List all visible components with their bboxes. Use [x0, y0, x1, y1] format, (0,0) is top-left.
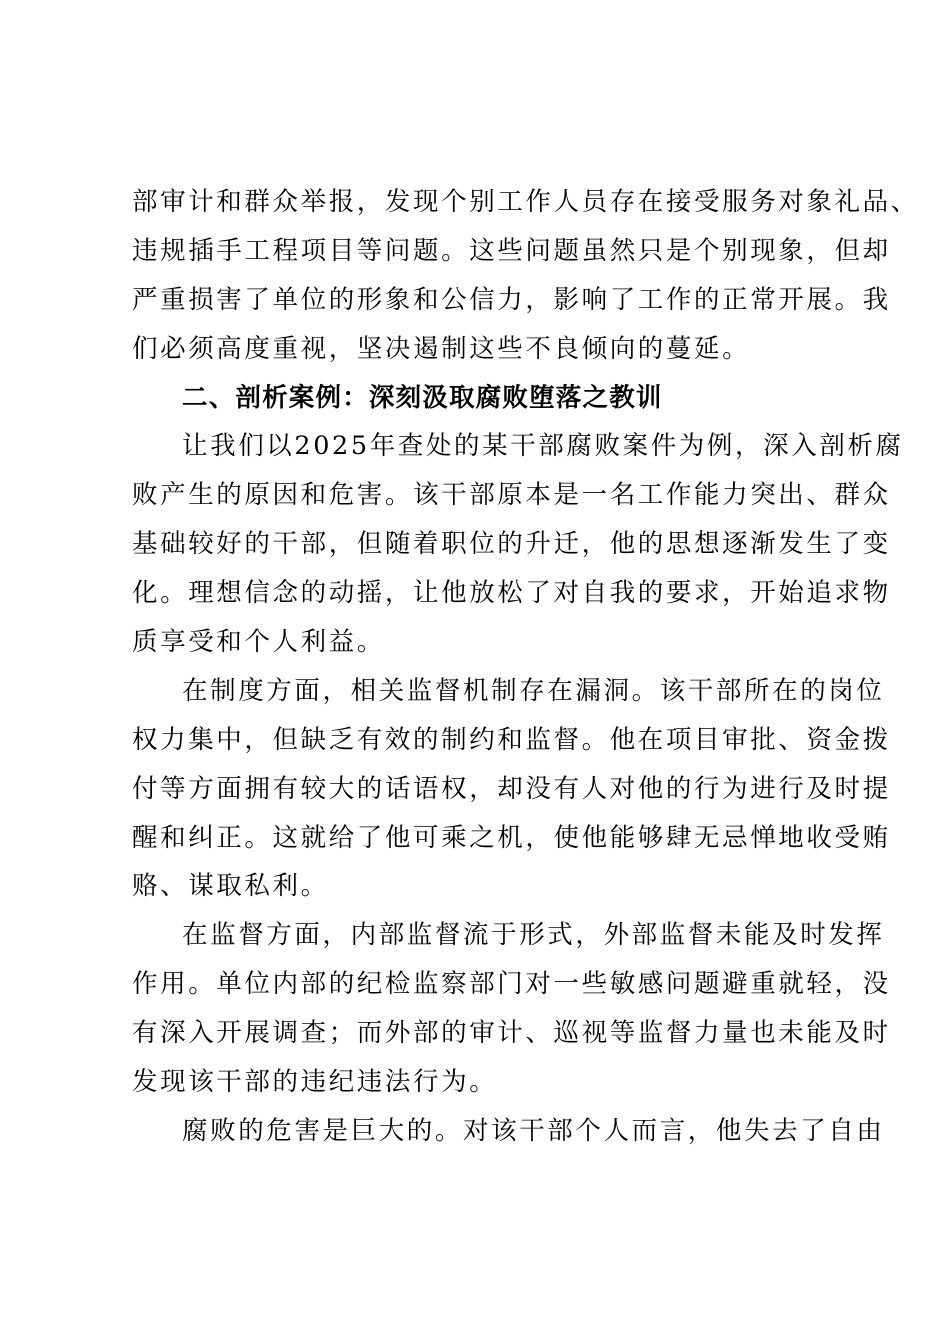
paragraph-line: 付等方面拥有较大的话语权，却没有人对他的行为进行及时提	[132, 773, 891, 804]
paragraph-line: 在监督方面，内部监督流于形式，外部监督未能及时发挥	[182, 920, 885, 951]
paragraph-line: 作用。单位内部的纪检监察部门对一些敏感问题避重就轻，没	[132, 969, 891, 1000]
paragraph-line: 腐败的危害是巨大的。对该干部个人而言，他失去了自由	[182, 1115, 885, 1146]
paragraph-line: 化。理想信念的动摇，让他放松了对自我的要求，开始追求物	[132, 578, 891, 609]
paragraph-line: 部审计和群众举报，发现个别工作人员存在接受服务对象礼品、	[132, 187, 919, 217]
paragraph-line: 在制度方面，相关监督机制存在漏洞。该干部所在的岗位	[182, 675, 885, 706]
paragraph-line: 赂、谋取私利。	[132, 871, 329, 902]
paragraph-line: 们必须高度重视，坚决遏制这些不良倾向的蔓延。	[132, 333, 751, 364]
paragraph-line: 违规插手工程项目等问题。这些问题虽然只是个别现象，但却	[132, 235, 891, 266]
paragraph-line: 质享受和个人利益。	[132, 627, 385, 658]
section-heading: 二、剖析案例：深刻汲取腐败堕落之教训	[182, 382, 663, 413]
paragraph-line: 基础较好的干部，但随着职位的升迁，他的思想逐渐发生了变	[132, 529, 891, 560]
paragraph-line: 发现该干部的违纪违法行为。	[132, 1067, 498, 1098]
paragraph-line: 严重损害了单位的形象和公信力，影响了工作的正常开展。我	[132, 284, 891, 315]
body-text	[132, 178, 919, 1156]
paragraph-line: 败产生的原因和危害。该干部原本是一名工作能力突出、群众	[132, 480, 891, 511]
paragraph-line: 让我们以2025年查处的某干部腐败案件为例，深入剖析腐	[182, 431, 904, 462]
paragraph-line: 有深入开展调查；而外部的审计、巡视等监督力量也未能及时	[132, 1018, 891, 1049]
paragraph-line: 醒和纠正。这就给了他可乘之机，使他能够肆无忌惮地收受贿	[132, 822, 891, 853]
paragraph-line: 权力集中，但缺乏有效的制约和监督。他在项目审批、资金拨	[132, 724, 891, 755]
